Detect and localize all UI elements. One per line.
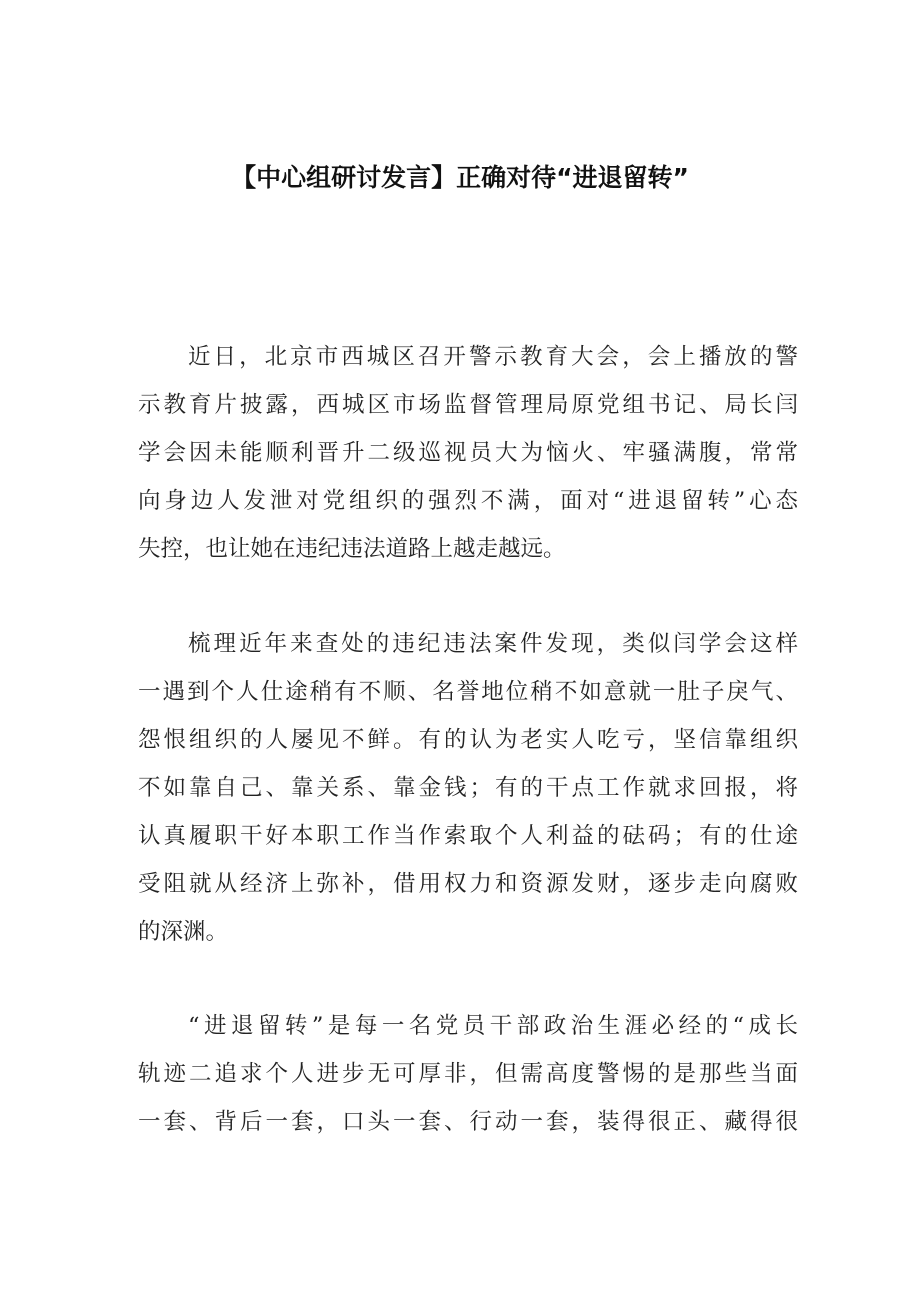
text-line: 认真履职干好本职工作当作索取个人利益的砝码；有的仕途 xyxy=(138,823,798,849)
text-line: 怨恨组织的人屡见不鲜。有的认为老实人吃亏，坚信靠组织 xyxy=(138,727,798,753)
text-line: 一套、背后一套，口头一套、行动一套，装得很正、藏得很 xyxy=(138,1109,798,1135)
text-line: 轨迹二追求个人进步无可厚非，但需高度警惕的是那些当面 xyxy=(138,1061,798,1087)
text-line: 学会因未能顺利晋升二级巡视员大为恼火、牢骚满腹，常常 xyxy=(138,440,798,466)
text-line: 梳理近年来查处的违纪违法案件发现，类似闫学会这样 xyxy=(188,631,798,657)
paragraph-2 xyxy=(138,620,798,956)
text-line: 受阻就从经济上弥补，借用权力和资源发财，逐步走向腐败 xyxy=(138,871,798,897)
text-line: “进退留转”是每一名党员干部政治生涯必经的“成长 xyxy=(188,1013,798,1039)
paragraph-3 xyxy=(138,1002,798,1146)
text-line: 示教育片披露，西城区市场监督管理局原党组书记、局长闫 xyxy=(138,392,798,418)
text-line: 的深渊。 xyxy=(138,919,229,945)
text-line: 不如靠自己、靠关系、靠金钱；有的干点工作就求回报，将 xyxy=(138,775,798,801)
text-line: 向身边人发泄对党组织的强烈不满，面对“进退留转”心态 xyxy=(138,488,798,514)
text-line: 近日，北京市西城区召开警示教育大会，会上播放的警 xyxy=(188,344,798,370)
paragraph-1 xyxy=(138,333,798,573)
text-line: 失控，也让她在违纪违法道路上越走越远。 xyxy=(138,536,566,562)
text-line: 一遇到个人仕途稍有不顺、名誉地位稍不如意就一肚子戾气、 xyxy=(138,679,798,705)
document-title: 【中心组研讨发言】正确对待“进退留转” xyxy=(231,163,689,192)
